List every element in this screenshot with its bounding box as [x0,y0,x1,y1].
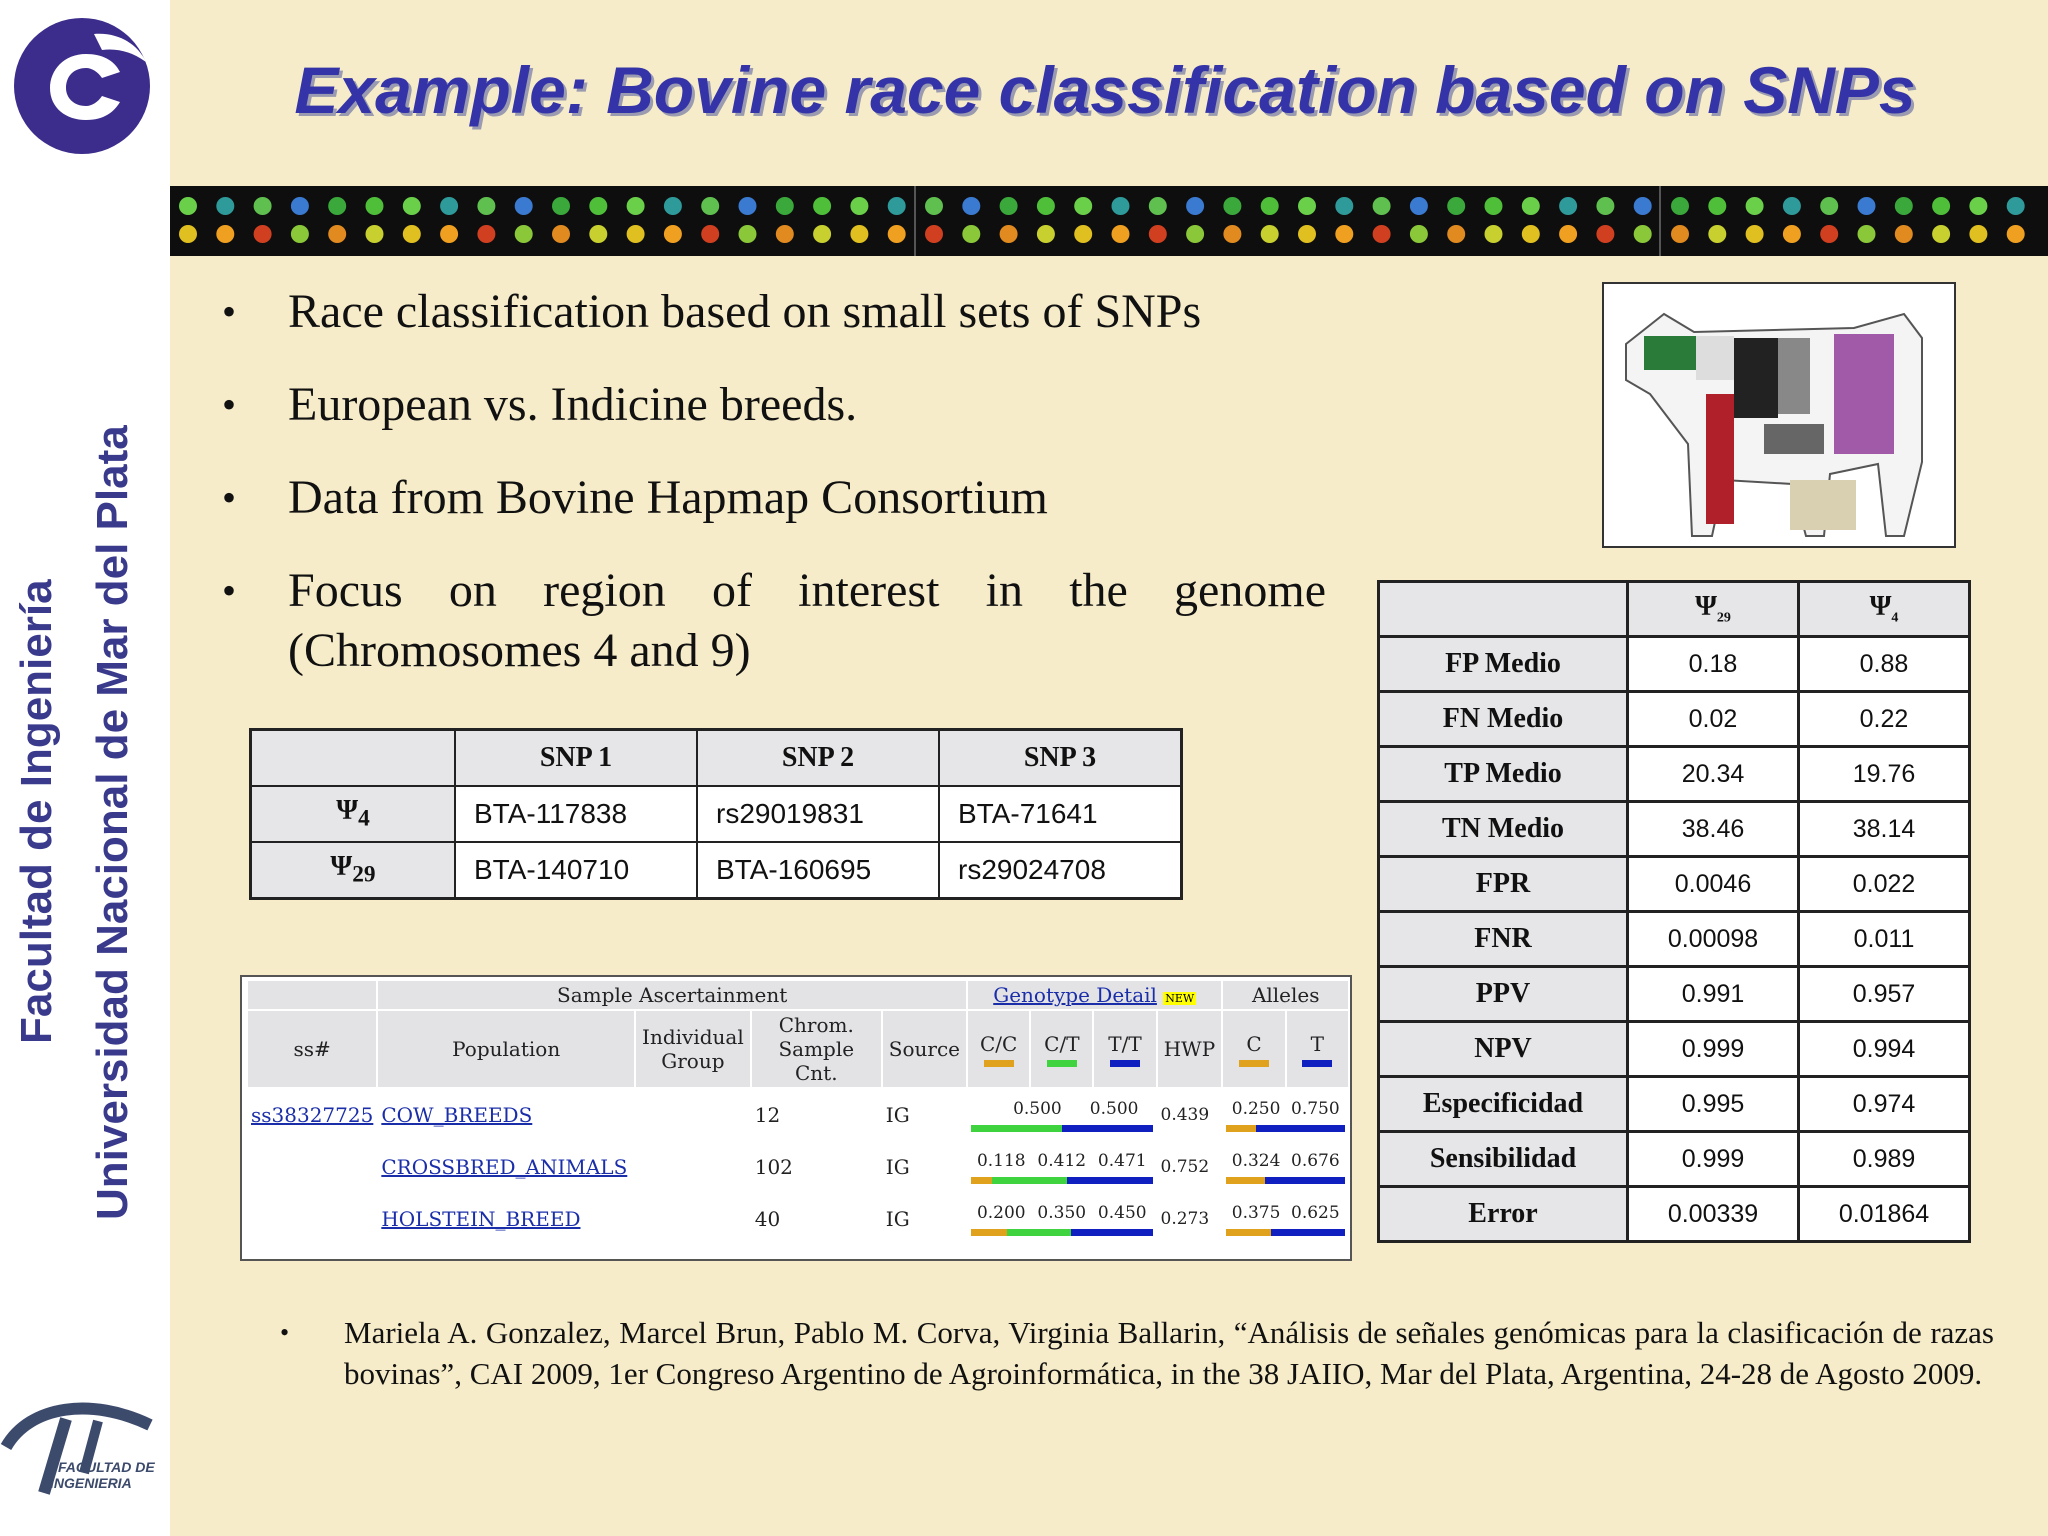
t-value: 0.750 [1291,1098,1340,1119]
microarray-spot [1074,225,1092,243]
allele-bar [1226,1125,1345,1132]
microarray-spot [477,197,495,215]
microarray-spot [328,197,346,215]
microarray-spot [1485,197,1503,215]
population-link[interactable]: CROSSBRED_ANIMALS [381,1155,628,1179]
bullet-item: • Race classification based on small sets of SNPs [220,282,1326,342]
microarray-spot [739,225,757,243]
slide-title: Example: Bovine race classification based on SNPs [294,53,1916,127]
hwp-value: 0.752 [1160,1157,1210,1177]
value-cell: 0.989 [1799,1132,1970,1187]
value-cell: 0.01864 [1799,1187,1970,1242]
snp-cell: rs29019831 [697,786,939,842]
microarray-spot [1373,225,1391,243]
microarray-spot [440,197,458,215]
row-label: Error [1379,1187,1628,1242]
snp-header: SNP 1 [455,730,697,787]
microarray-spot [216,197,234,215]
tt-bar-segment [1067,1177,1152,1184]
microarray-spot [1932,197,1950,215]
microarray-spot [1596,225,1614,243]
microarray-spot [1000,197,1018,215]
microarray-spot [1559,225,1577,243]
bullet-item: • European vs. Indicine breeds. [220,375,1326,435]
psi-subscript: 29 [352,861,376,888]
allele-cell [1222,1141,1349,1193]
allele-bar [1226,1177,1345,1184]
microarray-spot [1969,225,1987,243]
microarray-spot [1261,197,1279,215]
microarray-spot [925,197,943,215]
c-value: 0.375 [1231,1202,1281,1223]
microarray-spot [1335,225,1353,243]
microarray-spot [1410,225,1428,243]
value-cell: 38.46 [1628,802,1799,857]
ct-value: 0.500 [1013,1098,1062,1119]
bullet-list [220,282,1326,714]
snp-cell: rs29024708 [939,842,1182,899]
col-population: Population [377,1010,635,1088]
faculty-logo-icon [0,1385,170,1500]
university-logo-icon [14,14,158,158]
col-c-label: C [1246,1031,1262,1056]
microarray-spot [1559,197,1577,215]
microarray-spot [850,225,868,243]
microarray-spot [1149,197,1167,215]
row-label: NPV [1379,1022,1628,1077]
cc-bar-segment [971,1229,1007,1236]
value-cell: 0.974 [1799,1077,1970,1132]
c-bar-segment [1226,1177,1264,1184]
table-row [1379,692,1970,747]
microarray-spot [1410,197,1428,215]
table-row [247,1141,1349,1193]
psi-subscript: 4 [358,805,370,832]
population-link[interactable]: HOLSTEIN_BREED [381,1207,581,1231]
microarray-spot [776,197,794,215]
value-cell: 0.995 [1628,1077,1799,1132]
results-header-psi4 [1799,582,1970,637]
microarray-spot [216,225,234,243]
microarray-spot [179,197,197,215]
ss-link [247,1193,377,1245]
psi-label [251,786,456,842]
microarray-spot [1932,225,1950,243]
col-ss: ss# [247,1010,377,1088]
microarray-spot [1634,225,1652,243]
table-row [1379,1132,1970,1187]
row-label: PPV [1379,967,1628,1022]
microarray-spot [1671,197,1689,215]
t-bar-segment [1265,1177,1345,1184]
microarray-spot [1820,225,1838,243]
microarray-spot [1708,225,1726,243]
results-table [1377,580,1971,1243]
genotype-bar [971,1229,1152,1236]
hapmap-table [246,979,1350,1245]
table-row [1379,802,1970,857]
reference-citation: • Mariela A. Gonzalez, Marcel Brun, Pablo M. Corva, Virginia Ballarin, “Análisis de señales genómicas para la clasificación de razas bovinas”, CAI 2009, 1er Congreso Argentino de Agroinformática, in the 38 JAIIO, Mar del Plata, Argentina, 24-28 de Agosto 2009. [280,1312,1994,1394]
ct-value: 0.350 [1037,1202,1087,1223]
microarray-spot [1895,225,1913,243]
genotype-cell [967,1141,1156,1193]
microarray-spot [1858,197,1876,215]
row-label: Sensibilidad [1379,1132,1628,1187]
ct-swatch [1047,1060,1077,1067]
bullet-item: • Focus on region of interest in the genome (Chromosomes 4 and 9) [220,561,1326,681]
table-row [1379,747,1970,802]
col-ct-label: C/T [1044,1031,1080,1056]
tt-bar-segment [1062,1125,1153,1132]
table-row [1379,967,1970,1022]
microarray-spot [888,225,906,243]
microarray-spot [1186,225,1204,243]
hwp-value: 0.273 [1160,1209,1210,1229]
snp-cell: BTA-160695 [697,842,939,899]
microarray-spot [627,225,645,243]
col-cc-label: C/C [979,1031,1018,1056]
c-bar-segment [1226,1229,1270,1236]
value-cell: 0.999 [1628,1132,1799,1187]
logo-text-line-1: FACULTAD DE [58,1459,155,1475]
ct-bar-segment [1007,1229,1071,1236]
value-cell: 0.957 [1799,967,1970,1022]
ct-value: 0.412 [1037,1150,1087,1171]
psi-subscript: 4 [1891,610,1899,626]
count-cell: 12 [754,1103,781,1127]
microarray-spot [1447,197,1465,215]
col-tt-label: T/T [1108,1031,1142,1056]
c-value: 0.324 [1231,1150,1281,1171]
individual-group-cell [635,1193,751,1245]
microarray-spot [1261,225,1279,243]
source-cell: IG [885,1103,910,1127]
microarray-spot [813,225,831,243]
microarray-spot [1186,197,1204,215]
cc-value: 0.200 [976,1202,1026,1223]
genotype-detail-header [967,980,1222,1010]
col-hwp: HWP [1157,1010,1223,1088]
microarray-spot [1037,225,1055,243]
snp-header: SNP 3 [939,730,1182,787]
col-chrom-1: Chrom. [778,1013,854,1037]
microarray-spot [589,225,607,243]
microarray-spot [1112,225,1130,243]
row-label: FP Medio [1379,637,1628,692]
microarray-spot [552,225,570,243]
microarray-strip-image [170,186,2048,256]
microarray-spot [291,197,309,215]
microarray-spot [1671,225,1689,243]
col-tt [1093,1010,1156,1088]
value-cell: 0.011 [1799,912,1970,967]
cow-genome-image [1602,282,1956,548]
microarray-spot [701,197,719,215]
microarray-spot [925,225,943,243]
tt-value: 0.471 [1097,1150,1147,1171]
allele-cell [1222,1088,1349,1141]
table-row [1379,1022,1970,1077]
value-cell: 0.022 [1799,857,1970,912]
microarray-spot [477,225,495,243]
new-badge: NEW [1165,992,1195,1005]
microarray-spot [2007,225,2025,243]
table-row [1379,637,1970,692]
microarray-spot [1485,225,1503,243]
allele-cell [1222,1193,1349,1245]
microarray-spot [1037,197,1055,215]
t-bar-segment [1271,1229,1345,1236]
value-cell: 0.88 [1799,637,1970,692]
value-cell: 20.34 [1628,747,1799,802]
col-individual-2: Group [661,1049,725,1073]
microarray-spot [1820,197,1838,215]
microarray-spot [1783,197,1801,215]
col-chrom-2: Sample Cnt. [778,1037,855,1085]
c-bar-segment [1226,1125,1256,1132]
psi-label [251,842,456,899]
microarray-spot [962,225,980,243]
sample-ascertainment-header: Sample Ascertainment [377,980,967,1010]
microarray-spot [1335,197,1353,215]
genotype-bar [971,1177,1152,1184]
alleles-header: Alleles [1222,980,1349,1010]
psi-symbol: Ψ [330,851,353,883]
ss-link [247,1141,377,1193]
microarray-spot [888,197,906,215]
microarray-spot [1708,197,1726,215]
row-label: Especificidad [1379,1077,1628,1132]
genotype-cell [967,1193,1156,1245]
value-cell: 0.991 [1628,967,1799,1022]
snp-cell: BTA-117838 [455,786,697,842]
tt-swatch [1110,1060,1140,1067]
c-swatch [1239,1060,1269,1067]
microarray-spot [664,225,682,243]
col-individual-1: Individual [642,1025,744,1049]
value-cell: 0.994 [1799,1022,1970,1077]
ct-bar-segment [992,1177,1067,1184]
microarray-spot [254,197,272,215]
table-row [247,1088,1349,1141]
ct-bar-segment [971,1125,1062,1132]
population-link[interactable]: COW_BREEDS [381,1103,533,1127]
t-bar-segment [1256,1125,1345,1132]
microarray-spot [664,197,682,215]
microarray-spot [1000,225,1018,243]
microarray-spot [552,197,570,215]
tt-value: 0.450 [1097,1202,1147,1223]
row-label: FNR [1379,912,1628,967]
microarray-spot [1522,197,1540,215]
microarray-spot [1298,197,1316,215]
value-cell: 38.14 [1799,802,1970,857]
microarray-spot [627,197,645,215]
genotype-detail-link[interactable]: Genotype Detail [993,983,1157,1007]
microarray-spot [1373,197,1391,215]
c-value: 0.250 [1231,1098,1281,1119]
snp-cell: BTA-71641 [939,786,1182,842]
snp-header-empty [251,730,456,787]
microarray-spot [291,225,309,243]
microarray-spot [1895,197,1913,215]
microarray-spot [1746,197,1764,215]
faculty-vertical-text: Facultad de Ingeniería [12,579,61,1044]
microarray-spot [701,225,719,243]
microarray-spot [850,197,868,215]
microarray-spot [1149,225,1167,243]
microarray-spot [1858,225,1876,243]
value-cell: 0.22 [1799,692,1970,747]
microarray-spot [403,225,421,243]
microarray-spot [1074,197,1092,215]
individual-group-cell [635,1088,751,1141]
allele-bar [1226,1229,1345,1236]
table-row [1379,912,1970,967]
microarray-spot [1298,225,1316,243]
genotype-cell [967,1088,1156,1141]
snp-cell: BTA-140710 [455,842,697,899]
col-individual-group [635,1010,751,1088]
value-cell: 0.02 [1628,692,1799,747]
snp-header: SNP 2 [697,730,939,787]
microarray-spot [1783,225,1801,243]
microarray-spot [515,197,533,215]
t-swatch [1302,1060,1332,1067]
value-cell: 0.00098 [1628,912,1799,967]
microarray-spot [179,225,197,243]
t-value: 0.625 [1291,1202,1340,1223]
ss-link[interactable]: ss38327725 [251,1103,374,1127]
col-chrom [751,1010,882,1088]
psi-subscript: 29 [1716,610,1731,626]
col-source: Source [882,1010,967,1088]
microarray-spot [1522,225,1540,243]
university-vertical-text: Universidad Nacional de Mar del Plata [88,425,137,1220]
microarray-spot [1112,197,1130,215]
table-row [1379,857,1970,912]
table-row [1379,1187,1970,1242]
microarray-spot [366,197,384,215]
value-cell: 0.999 [1628,1022,1799,1077]
hapmap-screenshot [240,975,1352,1261]
psi-symbol: Ψ [1869,591,1892,623]
microarray-spot [1447,225,1465,243]
microarray-spot [776,225,794,243]
microarray-spot [962,197,980,215]
value-cell: 19.76 [1799,747,1970,802]
value-cell: 0.18 [1628,637,1799,692]
results-header-psi29 [1628,582,1799,637]
cc-swatch [984,1060,1014,1067]
microarray-spot [2007,197,2025,215]
source-cell: IG [885,1155,910,1179]
microarray-spot [254,225,272,243]
microarray-spot [813,197,831,215]
microarray-spot [440,225,458,243]
microarray-spot [1746,225,1764,243]
value-cell: 0.00339 [1628,1187,1799,1242]
microarray-spot [739,197,757,215]
cc-bar-segment [971,1177,992,1184]
cc-value: 0.118 [976,1150,1026,1171]
col-c [1222,1010,1285,1088]
microarray-spot [403,197,421,215]
row-label: FPR [1379,857,1628,912]
count-cell: 40 [754,1207,781,1231]
sidebar [0,0,170,1536]
table-row [1379,1077,1970,1132]
source-cell: IG [885,1207,910,1231]
table-row [247,1193,1349,1245]
psi-symbol: Ψ [1695,591,1717,623]
individual-group-cell [635,1141,751,1193]
tt-value: 0.500 [1089,1098,1139,1119]
col-t [1286,1010,1349,1088]
row-label: TN Medio [1379,802,1628,857]
row-label: TP Medio [1379,747,1628,802]
microarray-spot [366,225,384,243]
count-cell: 102 [754,1155,793,1179]
microarray-spot [515,225,533,243]
microarray-spot [1969,197,1987,215]
value-cell: 0.0046 [1628,857,1799,912]
psi-symbol: Ψ [336,795,359,827]
row-label: FN Medio [1379,692,1628,747]
bullet-item: • Data from Bovine Hapmap Consortium [220,468,1326,528]
genotype-bar [971,1125,1152,1132]
microarray-spot [1223,197,1241,215]
col-t-label: T [1310,1031,1325,1056]
tt-bar-segment [1071,1229,1153,1236]
col-cc [967,1010,1030,1088]
logo-text-line-2: INGENIERIA [50,1475,132,1491]
microarray-spot [1596,197,1614,215]
microarray-spot [1634,197,1652,215]
microarray-spot [1223,225,1241,243]
hap-header-empty [247,980,377,1010]
snp-table [249,728,1183,900]
hwp-value: 0.439 [1160,1105,1210,1125]
col-ct [1030,1010,1093,1088]
microarray-spot [328,225,346,243]
results-header-empty [1379,582,1628,637]
t-value: 0.676 [1291,1150,1340,1171]
microarray-spot [589,197,607,215]
